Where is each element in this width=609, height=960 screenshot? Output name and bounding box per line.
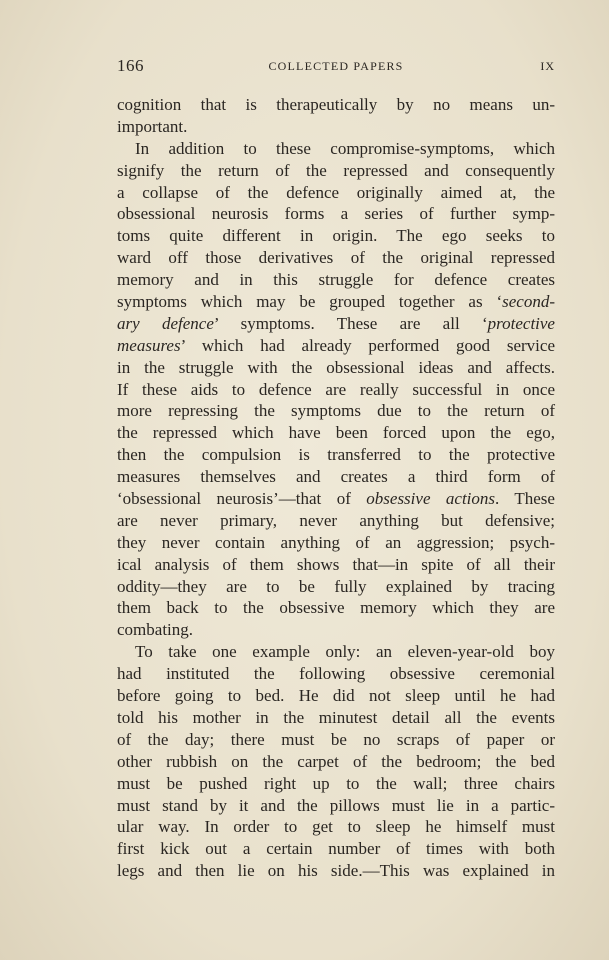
text-line: ‘obsessional neurosis’—that of obsessive actions. These <box>117 489 555 509</box>
body-text <box>117 94 555 882</box>
text-line: symptoms which may be grouped together as ‘second- <box>117 292 555 312</box>
text-line: important. <box>117 116 188 136</box>
text-line: measures’ which had already performed good service <box>117 335 555 355</box>
text-line: had instituted the following obsessive ceremonial <box>117 664 555 684</box>
text-line: ical analysis of them shows that—in spite of all their <box>117 554 555 574</box>
running-head: COLLECTED PAPERS <box>268 59 404 73</box>
page-header <box>117 56 555 80</box>
text-line: told his mother in the minutest detail all the events <box>117 707 555 727</box>
text-line: then the compulsion is transferred to the protective <box>117 445 555 465</box>
text-line: must be pushed right up to the wall; three chairs <box>117 773 555 793</box>
chapter-number: IX <box>540 59 555 73</box>
page-number: 166 <box>117 56 144 75</box>
text-line: If these aids to defence are really successful in once <box>117 379 555 399</box>
text-line: first kick out a certain number of times with both <box>117 839 555 859</box>
text-line: measures themselves and creates a third form of <box>117 467 555 487</box>
text-line: in the struggle with the obsessional ideas and affects. <box>117 357 555 377</box>
text-line: To take one example only: an eleven-year-old boy <box>135 642 555 662</box>
text-line: signify the return of the repressed and consequently <box>117 160 555 180</box>
text-line: In addition to these compromise-symptoms, which <box>135 138 555 158</box>
text-line: they never contain anything of an aggression; psych- <box>117 532 555 552</box>
text-line: memory and in this struggle for defence creates <box>117 270 555 290</box>
text-line: ular way. In order to get to sleep he himself must <box>117 817 555 837</box>
text-line: oddity—they are to be fully explained by tracing <box>117 576 555 596</box>
text-line: cognition that is therapeutically by no means un- <box>117 95 555 114</box>
text-line: legs and then lie on his side.—This was explained in <box>117 861 555 881</box>
text-line: combating. <box>117 620 194 640</box>
text-line: ary defence’ symptoms. These are all ‘protective <box>117 313 555 333</box>
text-line: them back to the obsessive memory which they are <box>117 598 555 618</box>
text-line: a collapse of the defence originally aimed at, the <box>117 182 555 202</box>
text-line: of the day; there must be no scraps of paper or <box>117 729 555 749</box>
text-line: before going to bed. He did not sleep until he had <box>117 686 555 706</box>
text-line: more repressing the symptoms due to the return of <box>117 401 555 421</box>
text-line: ward off those derivatives of the original repressed <box>117 248 555 268</box>
text-line: obsessional neurosis forms a series of further symp- <box>117 204 555 224</box>
text-line: must stand by it and the pillows must lie in a partic- <box>117 795 555 815</box>
text-line: toms quite different in origin. The ego seeks to <box>117 226 555 246</box>
text-line: other rubbish on the carpet of the bedroom; the bed <box>117 751 555 771</box>
text-line: are never primary, never anything but defensive; <box>117 510 555 530</box>
text-line: the repressed which have been forced upon the ego, <box>117 423 555 443</box>
